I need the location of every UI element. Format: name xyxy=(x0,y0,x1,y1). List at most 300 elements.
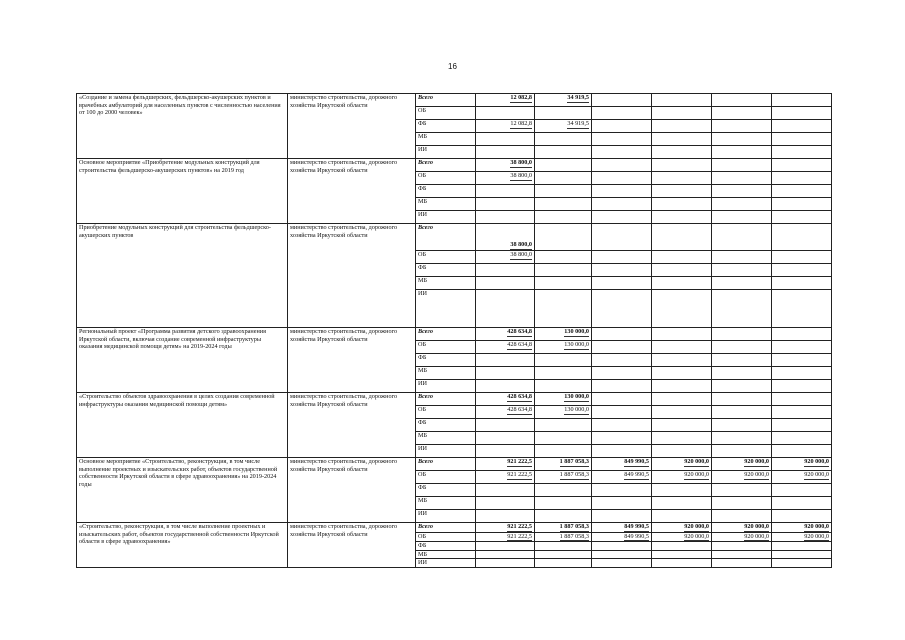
amount-value: 1 887 058,3 xyxy=(559,523,589,530)
funding-source-cell: МБ xyxy=(416,432,476,445)
amount-value: 920 000,0 xyxy=(804,458,829,465)
amount-cell xyxy=(712,354,772,367)
amount-cell xyxy=(772,380,832,393)
activity-name-cell: Основное мероприятие «Строительство, реконструкция, в том числе выполнение проектных и изыскательских работ, объектов государственной собственности Иркутской области в сфере здравоохранения» на 2019-2024 годы xyxy=(77,458,288,523)
amount-cell xyxy=(535,224,592,251)
amount-cell xyxy=(712,251,772,264)
amount-cell xyxy=(535,107,592,120)
amount-value: 920 000,0 xyxy=(744,532,769,540)
amount-cell xyxy=(712,159,772,172)
amount-cell xyxy=(712,94,772,107)
amount-cell xyxy=(476,290,535,328)
amount-value: 1 887 058,3 xyxy=(559,458,589,465)
amount-cell xyxy=(535,290,592,328)
amount-value: 920 000,0 xyxy=(744,458,769,465)
amount-cell xyxy=(652,542,712,551)
amount-value: 38 800,0 xyxy=(510,251,532,258)
amount-cell xyxy=(592,497,652,510)
amount-cell xyxy=(535,559,592,568)
funding-source-cell: Всего xyxy=(416,224,476,251)
amount-cell xyxy=(476,133,535,146)
amount-value: 849 990,5 xyxy=(624,532,649,540)
amount-value: 920 000,0 xyxy=(804,471,829,478)
funding-source-cell: МБ xyxy=(416,497,476,510)
amount-cell xyxy=(772,341,832,354)
amount-cell xyxy=(535,542,592,551)
amount-cell xyxy=(772,497,832,510)
amount-cell xyxy=(592,419,652,432)
amount-cell xyxy=(592,185,652,198)
amount-value: 1 887 058,3 xyxy=(559,471,589,478)
funding-source-cell: ФБ xyxy=(416,120,476,133)
funding-source-cell: ФБ xyxy=(416,264,476,277)
amount-cell xyxy=(535,185,592,198)
amount-value: 38 800,0 xyxy=(510,159,532,166)
amount-cell xyxy=(535,550,592,559)
funding-source-cell: ОБ xyxy=(416,532,476,542)
amount-value: 38 800,0 xyxy=(510,172,532,179)
amount-cell xyxy=(772,224,832,251)
funding-source-cell: ИИ xyxy=(416,380,476,393)
amount-value: 130 000,0 xyxy=(564,341,589,348)
executor-cell: министерство строительства, дорожного хозяйства Иркутской области xyxy=(288,94,416,159)
amount-cell xyxy=(476,559,535,568)
amount-cell xyxy=(652,277,712,290)
table-row xyxy=(77,458,832,471)
amount-value: 130 000,0 xyxy=(564,393,589,400)
amount-cell xyxy=(712,133,772,146)
funding-source-cell: Всего xyxy=(416,94,476,107)
amount-cell xyxy=(592,290,652,328)
amount-value: 428 634,8 xyxy=(507,341,532,348)
executor-cell: министерство строительства, дорожного хозяйства Иркутской области xyxy=(288,523,416,568)
amount-cell xyxy=(772,484,832,497)
amount-value: 921 222,5 xyxy=(507,532,532,540)
table-row xyxy=(77,523,832,533)
amount-cell xyxy=(772,550,832,559)
amount-cell xyxy=(476,120,535,133)
funding-source-cell: ИИ xyxy=(416,146,476,159)
amount-cell xyxy=(592,523,652,533)
amount-cell xyxy=(592,367,652,380)
amount-cell xyxy=(772,510,832,523)
amount-cell xyxy=(712,172,772,185)
amount-cell xyxy=(592,107,652,120)
amount-cell xyxy=(652,328,712,341)
amount-cell xyxy=(712,406,772,419)
amount-cell xyxy=(535,211,592,224)
amount-value: 849 990,5 xyxy=(624,523,649,530)
amount-value: 920 000,0 xyxy=(684,471,709,478)
amount-cell xyxy=(712,380,772,393)
funding-source-cell: ОБ xyxy=(416,172,476,185)
amount-cell xyxy=(592,542,652,551)
amount-cell xyxy=(535,277,592,290)
amount-cell xyxy=(772,94,832,107)
funding-source-cell: Всего xyxy=(416,393,476,406)
amount-cell xyxy=(652,251,712,264)
amount-cell xyxy=(652,94,712,107)
amount-cell xyxy=(592,264,652,277)
amount-cell xyxy=(712,290,772,328)
executor-cell: министерство строительства, дорожного хозяйства Иркутской области xyxy=(288,159,416,224)
table-row xyxy=(77,224,832,251)
amount-cell xyxy=(772,328,832,341)
amount-cell xyxy=(712,341,772,354)
amount-value: 849 990,5 xyxy=(624,458,649,465)
amount-cell xyxy=(535,354,592,367)
amount-cell xyxy=(712,185,772,198)
amount-cell xyxy=(476,277,535,290)
table-row xyxy=(77,94,832,107)
amount-cell xyxy=(772,559,832,568)
amount-cell xyxy=(535,393,592,406)
amount-cell xyxy=(712,224,772,251)
amount-cell xyxy=(592,341,652,354)
amount-cell xyxy=(592,133,652,146)
amount-cell xyxy=(712,277,772,290)
amount-cell xyxy=(476,341,535,354)
amount-cell xyxy=(772,367,832,380)
funding-source-cell: ФБ xyxy=(416,185,476,198)
funding-source-cell: ОБ xyxy=(416,406,476,419)
funding-source-cell: МБ xyxy=(416,277,476,290)
amount-cell xyxy=(652,172,712,185)
amount-cell xyxy=(476,172,535,185)
funding-source-cell: ОБ xyxy=(416,251,476,264)
amount-cell xyxy=(476,458,535,471)
amount-cell xyxy=(476,328,535,341)
budget-table xyxy=(76,93,832,568)
amount-value: 428 634,8 xyxy=(507,393,532,400)
amount-cell xyxy=(652,341,712,354)
amount-cell xyxy=(592,471,652,484)
amount-value: 34 919,5 xyxy=(567,94,589,101)
amount-cell xyxy=(712,471,772,484)
amount-cell xyxy=(772,120,832,133)
funding-source-cell: ФБ xyxy=(416,419,476,432)
amount-cell xyxy=(592,484,652,497)
amount-cell xyxy=(772,523,832,533)
table-row xyxy=(77,393,832,406)
amount-cell xyxy=(592,445,652,458)
amount-cell xyxy=(772,211,832,224)
amount-cell xyxy=(652,107,712,120)
amount-cell xyxy=(535,120,592,133)
amount-cell xyxy=(712,458,772,471)
amount-cell xyxy=(772,458,832,471)
amount-cell xyxy=(592,393,652,406)
amount-cell xyxy=(592,251,652,264)
amount-cell xyxy=(712,532,772,542)
amount-cell xyxy=(712,523,772,533)
amount-cell xyxy=(652,159,712,172)
activity-name-cell: «Строительство объектов здравоохранения в целях создания современной инфраструктуры оказания медицинской помощи детям» xyxy=(77,393,288,458)
amount-cell xyxy=(652,120,712,133)
amount-cell xyxy=(712,328,772,341)
amount-cell xyxy=(476,354,535,367)
amount-cell xyxy=(772,419,832,432)
amount-cell xyxy=(592,432,652,445)
amount-cell xyxy=(476,523,535,533)
amount-cell xyxy=(712,445,772,458)
amount-cell xyxy=(652,550,712,559)
amount-cell xyxy=(535,497,592,510)
amount-cell xyxy=(476,107,535,120)
amount-cell xyxy=(772,185,832,198)
funding-source-cell: ИИ xyxy=(416,559,476,568)
funding-source-cell: МБ xyxy=(416,550,476,559)
amount-value: 130 000,0 xyxy=(564,328,589,335)
amount-cell xyxy=(592,406,652,419)
amount-cell xyxy=(476,542,535,551)
amount-cell xyxy=(592,277,652,290)
amount-cell xyxy=(652,354,712,367)
amount-cell xyxy=(652,497,712,510)
amount-value: 130 000,0 xyxy=(564,406,589,413)
amount-cell xyxy=(476,198,535,211)
amount-value: 920 000,0 xyxy=(804,532,829,540)
amount-cell xyxy=(535,133,592,146)
executor-cell: министерство строительства, дорожного хозяйства Иркутской области xyxy=(288,224,416,328)
amount-cell xyxy=(712,484,772,497)
amount-cell xyxy=(652,290,712,328)
amount-value: 920 000,0 xyxy=(744,523,769,530)
amount-cell xyxy=(476,419,535,432)
amount-cell xyxy=(476,224,535,251)
amount-cell xyxy=(476,484,535,497)
activity-name-cell: «Строительство, реконструкция, в том числе выполнение проектных и изыскательских работ, объектов государственной собственности Иркутской области в сфере здравоохранения» xyxy=(77,523,288,568)
amount-cell xyxy=(652,380,712,393)
amount-cell xyxy=(712,264,772,277)
amount-cell xyxy=(592,146,652,159)
funding-source-cell: ФБ xyxy=(416,484,476,497)
amount-cell xyxy=(652,264,712,277)
page-number: 16 xyxy=(448,62,457,71)
amount-cell xyxy=(535,264,592,277)
table-row xyxy=(77,159,832,172)
amount-cell xyxy=(712,211,772,224)
amount-cell xyxy=(535,328,592,341)
amount-cell xyxy=(652,559,712,568)
amount-cell xyxy=(476,251,535,264)
amount-cell xyxy=(592,532,652,542)
amount-cell xyxy=(592,328,652,341)
amount-value: 921 222,5 xyxy=(507,458,532,465)
amount-cell xyxy=(652,406,712,419)
amount-cell xyxy=(652,133,712,146)
amount-cell xyxy=(535,432,592,445)
amount-cell xyxy=(592,354,652,367)
amount-cell xyxy=(476,432,535,445)
funding-source-cell: ИИ xyxy=(416,510,476,523)
amount-value: 38 800,0 xyxy=(510,241,532,249)
amount-cell xyxy=(712,146,772,159)
funding-source-cell: МБ xyxy=(416,198,476,211)
amount-cell xyxy=(652,458,712,471)
funding-source-cell: ИИ xyxy=(416,211,476,224)
amount-cell xyxy=(712,542,772,551)
amount-cell xyxy=(476,445,535,458)
activity-name-cell: Приобретение модульных конструкций для строительства фельдшерско-акушерских пунктов xyxy=(77,224,288,328)
amount-cell xyxy=(476,550,535,559)
amount-value: 920 000,0 xyxy=(684,523,709,530)
amount-cell xyxy=(535,419,592,432)
amount-cell xyxy=(535,523,592,533)
funding-source-cell: Всего xyxy=(416,458,476,471)
amount-cell xyxy=(712,419,772,432)
amount-value: 920 000,0 xyxy=(804,523,829,530)
amount-cell xyxy=(535,172,592,185)
amount-cell xyxy=(476,94,535,107)
amount-cell xyxy=(476,510,535,523)
amount-cell xyxy=(652,419,712,432)
amount-cell xyxy=(772,107,832,120)
amount-value: 921 222,5 xyxy=(507,471,532,478)
amount-cell xyxy=(592,172,652,185)
amount-cell xyxy=(652,198,712,211)
amount-value: 12 082,8 xyxy=(510,120,532,127)
amount-cell xyxy=(772,432,832,445)
amount-cell xyxy=(652,185,712,198)
amount-cell xyxy=(772,354,832,367)
amount-value: 428 634,8 xyxy=(507,328,532,335)
amount-cell xyxy=(535,198,592,211)
amount-cell xyxy=(535,367,592,380)
amount-cell xyxy=(712,497,772,510)
amount-cell xyxy=(476,264,535,277)
amount-cell xyxy=(535,251,592,264)
amount-cell xyxy=(476,393,535,406)
amount-cell xyxy=(535,471,592,484)
amount-cell xyxy=(772,445,832,458)
amount-value: 12 082,8 xyxy=(510,94,532,101)
amount-cell xyxy=(535,94,592,107)
funding-source-cell: Всего xyxy=(416,159,476,172)
amount-cell xyxy=(535,532,592,542)
amount-cell xyxy=(476,497,535,510)
amount-cell xyxy=(652,471,712,484)
amount-cell xyxy=(712,559,772,568)
amount-cell xyxy=(652,432,712,445)
amount-cell xyxy=(592,120,652,133)
amount-value: 921 222,5 xyxy=(507,523,532,530)
amount-cell xyxy=(712,510,772,523)
amount-cell xyxy=(476,367,535,380)
amount-cell xyxy=(652,224,712,251)
amount-cell xyxy=(535,159,592,172)
funding-source-cell: ОБ xyxy=(416,107,476,120)
funding-source-cell: Всего xyxy=(416,523,476,533)
amount-cell xyxy=(772,277,832,290)
funding-source-cell: ОБ xyxy=(416,341,476,354)
amount-cell xyxy=(712,120,772,133)
budget-table-body xyxy=(77,94,832,568)
amount-cell xyxy=(476,146,535,159)
amount-value: 428 634,8 xyxy=(507,406,532,413)
amount-cell xyxy=(772,290,832,328)
amount-cell xyxy=(772,198,832,211)
amount-cell xyxy=(476,406,535,419)
amount-cell xyxy=(535,445,592,458)
funding-source-cell: ФБ xyxy=(416,542,476,551)
executor-cell: министерство строительства, дорожного хозяйства Иркутской области xyxy=(288,458,416,523)
amount-cell xyxy=(652,523,712,533)
amount-cell xyxy=(592,550,652,559)
amount-cell xyxy=(592,198,652,211)
amount-value: 920 000,0 xyxy=(684,532,709,540)
amount-cell xyxy=(652,211,712,224)
amount-cell xyxy=(772,532,832,542)
amount-cell xyxy=(535,406,592,419)
amount-cell xyxy=(592,458,652,471)
amount-cell xyxy=(652,393,712,406)
amount-cell xyxy=(535,146,592,159)
amount-value: 920 000,0 xyxy=(684,458,709,465)
amount-cell xyxy=(476,159,535,172)
amount-cell xyxy=(535,380,592,393)
funding-source-cell: ОБ xyxy=(416,471,476,484)
amount-cell xyxy=(712,393,772,406)
activity-name-cell: Региональный проект «Программа развития детского здравоохранения Иркутской области, включая создание современной инфраструктуры оказания медицинской помощи детям» на 2019-2024 годы xyxy=(77,328,288,393)
amount-cell xyxy=(712,550,772,559)
amount-cell xyxy=(772,146,832,159)
amount-cell xyxy=(652,532,712,542)
amount-value: 849 990,5 xyxy=(624,471,649,478)
amount-cell xyxy=(712,198,772,211)
amount-cell xyxy=(712,107,772,120)
amount-cell xyxy=(476,471,535,484)
activity-name-cell: «Создание и замена фельдшерских, фельдшерско-акушерских пунктов и врачебных амбулаторий для населенных пунктов с численностью населения от 100 до 2000 человек» xyxy=(77,94,288,159)
amount-cell xyxy=(772,406,832,419)
table-row xyxy=(77,328,832,341)
amount-value: 34 919,5 xyxy=(567,120,589,127)
amount-cell xyxy=(772,133,832,146)
funding-source-cell: ИИ xyxy=(416,290,476,328)
amount-cell xyxy=(712,367,772,380)
amount-cell xyxy=(652,146,712,159)
amount-cell xyxy=(535,458,592,471)
amount-value: 1 887 058,3 xyxy=(559,532,589,540)
amount-cell xyxy=(535,341,592,354)
funding-source-cell: ИИ xyxy=(416,445,476,458)
funding-source-cell: ФБ xyxy=(416,354,476,367)
amount-cell xyxy=(772,159,832,172)
amount-cell xyxy=(712,432,772,445)
executor-cell: министерство строительства, дорожного хозяйства Иркутской области xyxy=(288,393,416,458)
amount-cell xyxy=(772,172,832,185)
amount-value: 920 000,0 xyxy=(744,471,769,478)
amount-cell xyxy=(772,251,832,264)
amount-cell xyxy=(772,542,832,551)
amount-cell xyxy=(592,224,652,251)
funding-source-cell: МБ xyxy=(416,133,476,146)
executor-cell: министерство строительства, дорожного хозяйства Иркутской области xyxy=(288,328,416,393)
amount-cell xyxy=(652,510,712,523)
amount-cell xyxy=(592,94,652,107)
amount-cell xyxy=(535,510,592,523)
amount-cell xyxy=(476,211,535,224)
funding-source-cell: Всего xyxy=(416,328,476,341)
amount-cell xyxy=(652,484,712,497)
amount-cell xyxy=(592,510,652,523)
amount-cell xyxy=(772,471,832,484)
amount-cell xyxy=(592,380,652,393)
amount-cell xyxy=(772,393,832,406)
amount-cell xyxy=(652,445,712,458)
amount-cell xyxy=(592,211,652,224)
amount-cell xyxy=(592,159,652,172)
